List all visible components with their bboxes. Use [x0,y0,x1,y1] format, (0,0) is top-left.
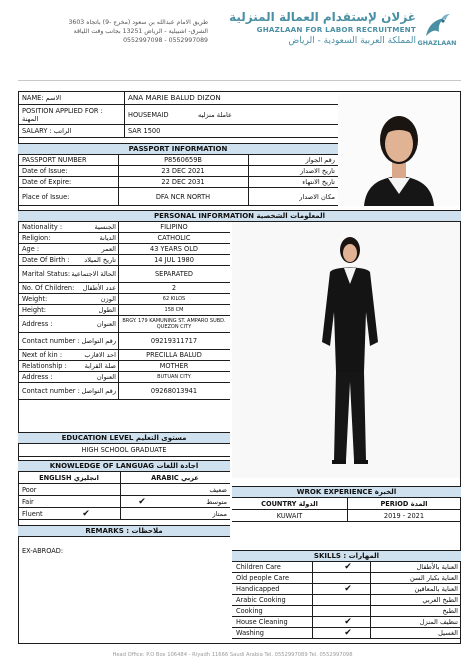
language-row [18,508,230,520]
skill-label: House Cleaning [236,618,288,626]
skill-check: ✔ [344,617,352,627]
personal-row [18,316,230,333]
language-level-arabic: ممتاز [212,509,227,518]
personal-row-arabic: العمر [101,244,116,253]
personal-row-value: 62 KILOS [162,296,186,302]
experience-section-title: WROK EXPERIENCE الخبرة [232,486,461,498]
page-footer: Head Office: P.O Box 106484 - Riyadh 11666 Saudi Arabia Tel. 0552997089 Tel. 0552997098 [112,652,353,658]
full-body-figure-icon [232,222,460,478]
skill-check: ✔ [344,584,352,594]
personal-row-label: Height: [22,306,47,314]
passport-row-arabic: تاريخ الاصدار [300,167,335,175]
skill-arabic: العناية بكبار السن [410,574,458,582]
address-phones: 0552997098 - 0552997089 [123,37,208,45]
skill-label: Cooking [236,607,263,615]
position-label-arabic: المهنة [22,114,39,123]
name-label: NAME: الاسم [22,93,62,102]
language-level-label: Fair [22,497,34,506]
personal-row-arabic: رقم التواصل [81,386,116,395]
applicant-name: ANA MARIE BALUD DIZON [128,93,221,102]
personal-row [18,305,230,316]
personal-row-arabic: الديانة [99,233,116,242]
passport-row-arabic: مكان الاصدار [299,192,335,201]
passport-col-divider-2 [248,155,249,206]
company-name-arabic: غزلان لإستقدام العمالة المنزلية [229,10,416,24]
personal-row [18,283,230,294]
company-location-arabic: المملكة العربية السعودية - الرياض [288,36,416,46]
personal-row-label: No. Of Children: [22,284,75,292]
skill-row [232,584,461,595]
language-english-check [66,484,106,495]
applicant-col-divider [124,91,125,138]
personal-row-value: MOTHER [159,362,189,370]
header-divider [18,80,461,81]
personal-row [18,333,230,350]
personal-row-label: Address : [22,320,53,328]
passport-row-value: P8560659B [164,156,202,164]
company-address [28,18,208,46]
language-col-arabic: ARABIC عربي [151,473,199,482]
skill-label: Washing [236,629,264,637]
language-section-title: KNOWLEDGE OF LANGUAG اجادة اللغات [18,460,230,472]
personal-row-value: 43 YEARS OLD [150,245,198,253]
skill-arabic: العناية بالمعاقين [414,585,458,593]
language-level-arabic: ضعيف [209,485,227,494]
position-label-block [22,105,103,124]
language-level-label: Poor [22,485,37,494]
skill-row [232,628,461,639]
personal-section-title: PERSONAL INFORMATION المعلومات الشخصية [18,210,461,222]
personal-row-arabic: احد الاقارب [84,350,116,359]
personal-row-label: Contact number : [22,387,80,395]
personal-row-value: 2 [171,284,177,292]
remarks-section-title: REMARKS : ملاحظات [18,525,230,537]
position-value: HOUSEMAID [128,110,169,119]
experience-country: KUWAIT [276,511,303,520]
skill-row [232,617,461,628]
logo-text: GHAZLAAN [417,40,457,47]
personal-row-value: PRECILLA BALUD [146,351,202,359]
personal-row-value: CATHOLIC [157,234,191,242]
skill-row [232,595,461,606]
company-name-block [226,10,416,47]
personal-row-value: BRGY. 179 KAMUNING ST. AMPARO SUBD. QUEZON CITY [122,318,226,330]
personal-row-label: Religion: [22,234,51,242]
personal-row-arabic: العنوان [96,372,116,381]
personal-row-arabic: عدد الأطفال [82,283,116,292]
personal-row [18,244,230,255]
position-row [18,105,338,125]
experience-col-country: COUNTRY الدولة [261,499,318,508]
company-name-english: GHAZLAAN FOR LABOR RECRUITMENT [256,25,416,34]
experience-col-divider [347,498,348,522]
personal-row-label: Date Of Birth : [22,256,70,264]
salary-value: SAR 1500 [128,127,161,135]
skill-label: Handicapped [236,585,280,593]
personal-row [18,372,230,383]
education-value: HIGH SCHOOL GRADUATE [81,446,167,454]
personal-row-value: 158 CM [164,307,184,313]
skill-check [328,573,368,583]
passport-row [18,155,338,166]
passport-row [18,188,338,206]
passport-row [18,166,338,177]
applicant-portrait-photo [338,94,460,206]
personal-row-value: FILIPINO [160,223,188,231]
personal-row [18,222,230,233]
language-col-english: ENGLISH انجليزي [39,473,99,482]
address-line-2: الشرق- اشبيلية - الرياض 13251 بجانب وقت اللياقة [73,28,208,36]
name-row [18,91,338,105]
personal-row-label: Relationship : [22,362,67,370]
skill-check: ✔ [344,562,352,572]
address-line-1: 3603 طريق الامام عبدالله بن سعود (مخرج -9) باتجاه [68,19,208,26]
personal-row [18,350,230,361]
personal-row-label: Weight: [22,295,48,303]
personal-row-arabic: صلة القرابة [84,361,116,370]
personal-row-arabic: العنوان [96,319,116,328]
skills-col-divider-1 [312,562,313,639]
passport-col-divider-1 [118,155,119,206]
skills-section-title: SKILLS : المهارات [232,550,461,562]
personal-row [18,255,230,266]
language-arabic-check: ✔ [138,496,146,507]
language-row [18,496,230,508]
personal-row-value: BUTUAN CITY [157,374,191,380]
language-english-check: ✔ [82,508,90,519]
experience-period: 2019 - 2021 [383,511,425,520]
skill-arabic: الغسيل [438,629,458,637]
skill-arabic: العناية بالأطفال [416,563,458,571]
language-col-divider [120,472,121,520]
passport-row-label: Place of Issue: [22,192,70,201]
language-english-check [66,496,106,507]
language-level-arabic: متوسط [206,497,227,506]
skill-check [328,606,368,616]
personal-row-label: Age : [22,245,40,253]
passport-row-label: Date of Expire: [22,178,72,186]
personal-row [18,383,230,400]
skill-arabic: تنظيف المنزل [419,618,458,626]
position-label: POSITION APPLIED FOR : [22,106,103,115]
skill-label: Old people Care [236,574,290,582]
personal-row [18,233,230,244]
portrait-figure-icon [338,94,460,206]
personal-row-label: Marital Status: [22,270,71,278]
personal-row-arabic: رقم التواصل [81,336,116,345]
personal-row-arabic: تاريخ الميلاد [84,255,116,264]
skill-check [328,595,368,605]
personal-col-divider [118,222,119,400]
experience-col-period: PERIOD المدة [380,499,428,508]
passport-row-value: 23 DEC 2021 [161,167,205,175]
skill-check: ✔ [344,628,352,638]
skill-arabic: الطبخ [442,607,458,615]
language-header-row [18,472,230,484]
passport-row-label: Date of Issue: [22,167,68,175]
education-row [18,444,230,457]
salary-row [18,125,338,138]
company-logo [414,12,460,50]
passport-section-title: PASSPORT INFORMATION [18,143,338,155]
personal-row-label: Nationality : [22,223,63,231]
personal-row-arabic: الحالة الاجتماعية [71,269,116,278]
skill-row [232,606,461,617]
passport-row-value: DFA NCR NORTH [155,192,211,201]
skill-arabic: الطبخ العربي [422,596,458,604]
personal-row-label: Address : [22,373,53,381]
skill-label: Children Care [236,563,281,571]
skill-label: Arabic Cooking [236,596,286,604]
passport-row-arabic: تاريخ الانتهاء [302,178,335,186]
personal-row-value: 14 JUL 1980 [154,256,194,264]
language-arabic-check [122,484,162,495]
personal-row-label: Next of kin : [22,351,63,359]
language-row [18,484,230,496]
personal-row-arabic: الوزن [100,294,116,303]
skills-col-divider-2 [370,562,371,639]
passport-row-label: PASSPORT NUMBER [22,156,87,164]
language-level-label: Fluent [22,509,43,518]
passport-row-arabic: رقم الجواز [305,156,335,164]
personal-row [18,361,230,372]
position-value-arabic: عاملة منزليه [198,110,232,119]
ex-abroad-label: EX-ABROAD: [22,547,64,555]
passport-row-value: 22 DEC 2031 [161,178,205,186]
personal-row-arabic: الطول [98,305,116,314]
passport-row [18,177,338,188]
language-arabic-check [122,508,162,519]
skill-row [232,562,461,573]
personal-row [18,294,230,305]
education-section-title: EDUCATION LEVEL مستوى التعليم [18,432,230,444]
personal-row-value: SEPARATED [155,270,193,278]
skill-row [232,573,461,584]
personal-row-value: 09268013941 [150,387,198,395]
personal-row-value: 09219311717 [150,337,198,345]
applicant-full-body-photo [232,222,460,478]
personal-row [18,266,230,283]
gazelle-logo-icon [422,12,452,40]
personal-row-label: Contact number : [22,337,80,345]
salary-label: SALARY : الراتب [22,127,72,135]
personal-row-arabic: الجنسية [94,222,116,231]
